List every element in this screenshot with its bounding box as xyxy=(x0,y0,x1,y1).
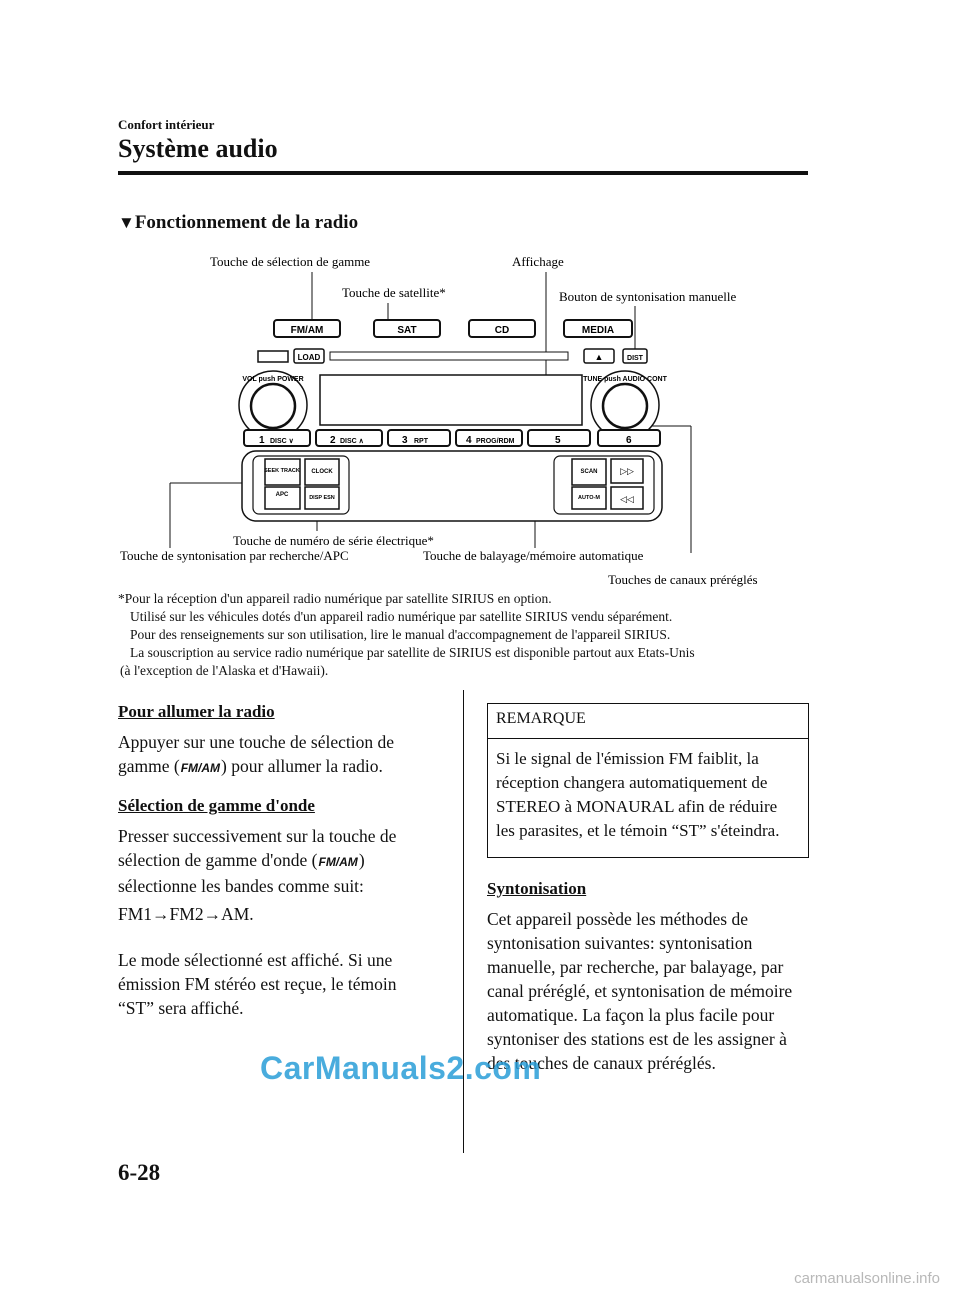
footnote-line: Utilisé sur les véhicules dotés d'un appareil radio numérique par satellite SIRIUS vendu séparément. xyxy=(130,609,673,624)
preset-4-number: 4 xyxy=(466,435,472,446)
footnote-line: (à l'exception de l'Alaska et d'Hawaii). xyxy=(120,663,329,678)
paragraph-band: Presser successivement sur la touche de sélection de gamme d'onde (FM/AM) sélectionne les bandes comme suit: xyxy=(118,826,397,896)
disp-esn-button: DISP ESN xyxy=(309,495,335,501)
callout-band-select: Touche de sélection de gamme xyxy=(210,254,371,269)
watermark-logo: CarManuals2.com xyxy=(260,1050,542,1086)
preset-3-label: RPT xyxy=(414,438,428,445)
footnote xyxy=(118,590,818,680)
callout-manual-tune: Bouton de syntonisation manuelle xyxy=(559,289,737,304)
auto-m-button: AUTO-M xyxy=(578,495,600,501)
watermark-footer: carmanualsonline.info xyxy=(794,1270,940,1287)
preset-1-number: 1 xyxy=(259,435,265,446)
callout-scan-memory: Touche de balayage/mémoire automatique xyxy=(423,548,644,563)
footnote-line: Pour des renseignements sur son utilisation, lire le manual d'accompagnement de l'appareil SIRIUS. xyxy=(130,627,671,642)
section-label: Confort intérieur xyxy=(118,117,215,132)
fm-am-inline-icon: FM/AM xyxy=(318,855,358,869)
header-rule xyxy=(118,171,808,175)
eject-button: ▲ xyxy=(594,352,604,362)
cd-button: CD xyxy=(494,325,510,336)
media-button: MEDIA xyxy=(581,325,615,336)
fm-am-inline-icon: FM/AM xyxy=(180,761,221,775)
preset-6-number: 6 xyxy=(626,435,632,446)
callout-seek-apc: Touche de syntonisation par recherche/APC xyxy=(120,548,349,563)
page-title: Système audio xyxy=(118,134,278,163)
callout-satellite: Touche de satellite* xyxy=(342,285,446,300)
note-title: REMARQUE xyxy=(488,704,808,739)
preset-2-label: DISC ∧ xyxy=(340,438,364,445)
seek-track-button: SEEK TRACK xyxy=(264,468,300,474)
tune-label: TUNE push AUDIO CONT xyxy=(583,376,667,383)
callout-presets: Touches de canaux préréglés xyxy=(608,572,758,587)
tune-knob xyxy=(603,384,647,428)
vol-label: VOL push POWER xyxy=(242,376,304,383)
scan-button: SCAN xyxy=(580,469,598,475)
preset-2-number: 2 xyxy=(330,435,336,446)
triangle-marker-icon: ▼ xyxy=(118,213,135,232)
subheading-tuning: Syntonisation xyxy=(487,879,587,898)
callout-display: Affichage xyxy=(512,254,564,269)
volume-knob xyxy=(251,384,295,428)
rewind-icon: ◁◁ xyxy=(620,494,634,504)
page-number: 6-28 xyxy=(118,1160,161,1185)
note-body: Si le signal de l'émission FM faiblit, la réception changera automatiquement de STEREO à MONAURAL afin de réduire les parasites, et le témoin “ST” s'éteindra. xyxy=(496,749,780,840)
clock-button: CLOCK xyxy=(311,469,333,475)
preset-5-number: 5 xyxy=(555,435,561,446)
band-sequence: FM1→FM2→AM. xyxy=(118,904,254,924)
paragraph-mode: Le mode sélectionné est affiché. Si une émission FM stéréo est reçue, le témoin “ST” sera affiché. xyxy=(118,950,397,1018)
footnote-line: *Pour la réception d'un appareil radio numérique par satellite SIRIUS en option. xyxy=(118,591,552,606)
callout-esn: Touche de numéro de série électrique* xyxy=(233,533,434,548)
preset-3-number: 3 xyxy=(402,435,408,446)
subheading-power: Pour allumer la radio xyxy=(118,702,275,721)
dist-button: DIST xyxy=(627,355,643,362)
sat-button: SAT xyxy=(397,325,417,336)
note-box xyxy=(487,703,809,858)
radio-faceplate-diagram xyxy=(118,248,818,588)
left-column xyxy=(118,700,430,1034)
section-heading xyxy=(118,212,358,234)
heading-text: Fonctionnement de la radio xyxy=(134,212,359,233)
subheading-band: Sélection de gamme d'onde xyxy=(118,796,315,815)
paragraph-tuning: Cet appareil possède les méthodes de syntonisation suivantes: syntonisation manuelle, par recherche, par balayage, par canal préréglé, et syntonisation de mémoire automatique. La façon la plus facile pour syntoniser des stations est de les assigner à des touches de canaux préréglés. xyxy=(487,909,793,1073)
preset-buttons xyxy=(244,430,660,446)
footnote-line: La souscription au service radio numérique par satellite de SIRIUS est disponible partout aux Etats-Unis xyxy=(130,645,695,660)
preset-1-label: DISC ∨ xyxy=(270,438,294,445)
preset-4-label: PROG/RDM xyxy=(476,438,515,445)
display-screen xyxy=(320,375,582,425)
paragraph-power: Appuyer sur une touche de sélection de gamme (FM/AM) pour allumer la radio. xyxy=(118,730,430,780)
apc-button: APC xyxy=(275,492,289,498)
fm-am-button: FM/AM xyxy=(290,325,324,336)
top-buttons xyxy=(274,320,632,337)
fast-forward-icon: ▷▷ xyxy=(620,466,634,476)
load-button: LOAD xyxy=(297,353,321,362)
